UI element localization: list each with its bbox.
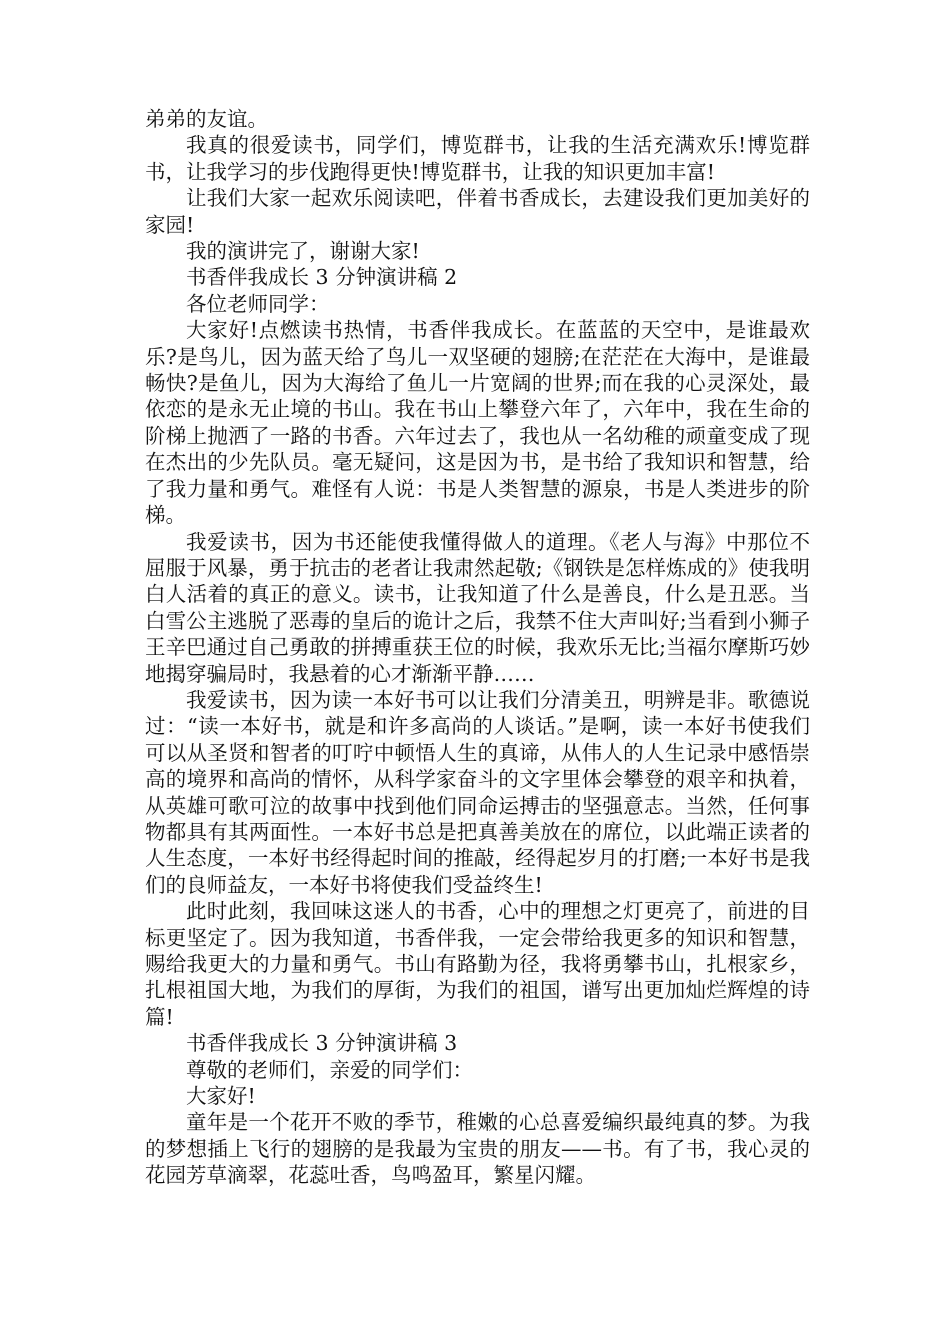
paragraph: 我的演讲完了，谢谢大家!	[186, 239, 420, 264]
paragraph: 我爱读书，因为读一本好书可以让我们分清美丑，明辨是非。歌德说过：“读一本好书，就是和许多高尚的人谈话。”是啊，读一本好书使我们可以从圣贤和智者的叮咛中顿悟人生的真谛，从伟人的人生记录中感悟崇高的境界和高尚的情怀，从科学家奋斗的文字里体会攀登的艰辛和执着，从英雄可歌可泣的故事中找到他们同命运搏击的坚强意志。当然，任何事物都具有其两面性。一本好书总是把真善美放在的席位，以此端正读者的人生态度，一本好书经得起时间的推敲，经得起岁月的打磨;一本好书是我们的良师益友，一本好书将使我们受益终生!	[145, 687, 810, 897]
paragraph: 我爱读书，因为书还能使我懂得做人的道理。《老人与海》中那位不屈服于风暴，勇于抗击的老者让我肃然起敬;《钢铁是怎样炼成的》使我明白人活着的真正的意义。读书，让我知道了什么是善良，什么是丑恶。当白雪公主逃脱了恶毒的皇后的诡计之后，我禁不住大声叫好;当看到小狮子王辛巴通过自己勇敢的拼搏重获王位的时候，我欢乐无比;当福尔摩斯巧妙地揭穿骗局时，我悬着的心才渐渐平静……	[145, 529, 810, 686]
paragraph: 童年是一个花开不败的季节，稚嫩的心总喜爱编织最纯真的梦。为我的梦想插上飞行的翅膀的是我最为宝贵的朋友——书。有了书，我心灵的花园芳草滴翠，花蕊吐香，鸟鸣盈耳，繁星闪耀。	[145, 1110, 810, 1188]
paragraph: 此时此刻，我回味这迷人的书香，心中的理想之灯更亮了，前进的目标更坚定了。因为我知道，书香伴我，一定会带给我更多的知识和智慧，赐给我更大的力量和勇气。书山有路勤为径，我将勇攀书山，扎根家乡，扎根祖国大地，为我们的厚街，为我们的祖国，谱写出更加灿烂辉煌的诗篇!	[145, 899, 810, 1029]
greeting: 大家好!	[186, 1084, 256, 1109]
paragraph: 让我们大家一起欢乐阅读吧，伴着书香成长，去建设我们更加美好的家园!	[145, 186, 810, 237]
section-heading: 书香伴我成长 3 分钟演讲稿 2	[186, 265, 458, 290]
paragraph: 弟弟的友谊。	[145, 107, 268, 131]
salutation: 尊敬的老师们，亲爱的同学们：	[186, 1057, 473, 1082]
paragraph: 大家好!点燃读书热情，书香伴我成长。在蓝蓝的天空中，是谁最欢乐?是鸟儿，因为蓝天给了鸟儿一双坚硬的翅膀;在茫茫在大海中，是谁最畅快?是鱼儿，因为大海给了鱼儿一片宽阔的世界;而在我的心灵深处，最依恋的是永无止境的书山。我在书山上攀登六年了，六年中，我在生命的阶梯上抛洒了一路的书香。六年过去了，我也从一名幼稚的顽童变成了现在杰出的少先队员。毫无疑问，这是因为书，是书给了我知识和智慧，给了我力量和勇气。难怪有人说：书是人类智慧的源泉，书是人类进步的阶梯。	[145, 318, 810, 528]
paragraph: 我真的很爱读书，同学们，博览群书，让我的生活充满欢乐!博览群书，让我学习的步伐跑得更快!博览群书，让我的知识更加丰富!	[145, 133, 810, 184]
salutation: 各位老师同学：	[186, 291, 330, 316]
section-heading: 书香伴我成长 3 分钟演讲稿 3	[186, 1031, 458, 1056]
document-body	[145, 106, 810, 1189]
